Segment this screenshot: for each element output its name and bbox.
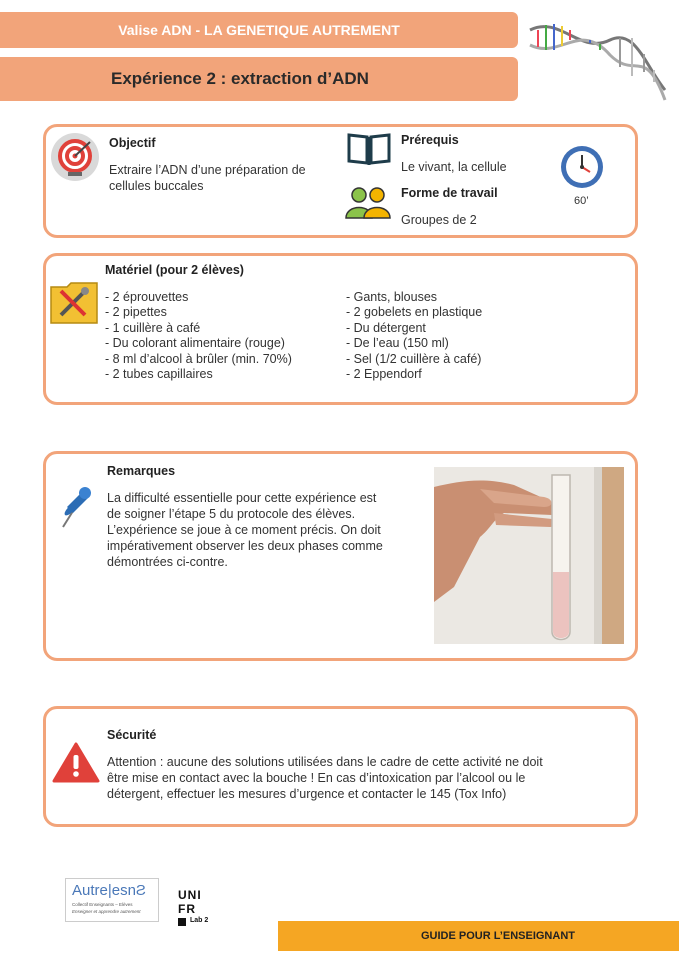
list-item: - Sel (1/2 cuillère à café) <box>346 351 482 366</box>
objectif-text-1: Extraire l’ADN d’une préparation de <box>109 163 306 177</box>
guide-footer-bar <box>278 921 679 951</box>
list-item: - 2 tubes capillaires <box>105 367 213 382</box>
materiel-list-left <box>105 290 292 382</box>
unifr-lab: Lab 2 <box>190 917 209 924</box>
list-item: - 8 ml d’alcool à brûler (min. 70%) <box>105 351 292 366</box>
list-item: - 1 cuillère à café <box>105 320 201 335</box>
list-item: - Gants, blouses <box>346 290 438 304</box>
list-item: - De l’eau (150 ml) <box>346 336 449 351</box>
remarques-heading: Remarques <box>107 464 176 478</box>
remarques-line-3: L’expérience se joue à ce moment précis. On doit <box>107 523 381 537</box>
list-item: - 2 pipettes <box>105 305 167 320</box>
prerequis-heading: Prérequis <box>401 133 459 147</box>
autresens-logo-sub1: Collectif Enseignants – Elèves <box>72 902 133 907</box>
title-banner <box>0 57 518 101</box>
autresens-logo <box>65 878 159 922</box>
securite-line-1: Attention : aucune des solutions utilisées dans le cadre de cette activité ne doit <box>107 755 543 769</box>
header-banner: Valise ADN - LA GENETIQUE AUTREMENT <box>0 12 518 48</box>
unifr-line2: FR <box>178 902 196 916</box>
list-item: - Du colorant alimentaire (rouge) <box>105 336 285 351</box>
remarques-line-1: La difficulté essentielle pour cette expérience est <box>107 491 377 505</box>
prerequis-text: Le vivant, la cellule <box>401 160 507 174</box>
page-title: Expérience 2 : extraction d’ADN <box>111 69 369 88</box>
pushpin-icon <box>53 483 93 531</box>
remarques-line-5: démontrées ci-contre. <box>107 555 228 569</box>
remarques-line-2: de soigner l’étape 5 du protocole des élèves. <box>107 507 356 521</box>
list-item: - 2 gobelets en plastique <box>346 305 483 320</box>
forme-heading: Forme de travail <box>401 186 498 200</box>
unifr-square <box>178 918 186 926</box>
autresens-logo-text: Autre|esnƧ <box>72 882 146 899</box>
objectif-text-2: cellules buccales <box>109 179 204 193</box>
forme-text: Groupes de 2 <box>401 213 477 227</box>
group-icon <box>343 184 395 220</box>
securite-line-3: détergent, effectuer les mesures d’urgence et contacter le 145 (Tox Info) <box>107 787 507 801</box>
duration-label: 60’ <box>574 195 589 207</box>
dna-helix-icon <box>520 10 670 105</box>
list-item: - 2 éprouvettes <box>105 290 189 304</box>
book-icon <box>345 131 393 167</box>
securite-heading: Sécurité <box>107 728 157 742</box>
clock-icon <box>559 144 605 190</box>
test-tube-photo <box>434 467 624 644</box>
autresens-logo-sub2: Enseigner et apprendre autrement <box>72 909 141 914</box>
list-item: - Du détergent <box>346 320 426 335</box>
materiel-heading: Matériel (pour 2 élèves) <box>105 263 244 277</box>
tools-folder-icon <box>49 281 99 325</box>
securite-line-2: être mise en contact avec la bouche ! En cas d’intoxication par l’alcool ou le <box>107 771 526 785</box>
objectif-heading: Objectif <box>109 136 156 150</box>
warning-icon <box>52 741 100 783</box>
unifr-line1: UNI <box>178 888 202 902</box>
materiel-list-right <box>346 290 482 382</box>
guide-label: GUIDE POUR L’ENSEIGNANT <box>420 930 575 942</box>
list-item: - 2 Eppendorf <box>346 367 422 382</box>
remarques-line-4: impérativement observer les deux phases comme <box>107 539 383 553</box>
unifr-logo <box>176 888 216 932</box>
target-icon <box>50 132 100 182</box>
